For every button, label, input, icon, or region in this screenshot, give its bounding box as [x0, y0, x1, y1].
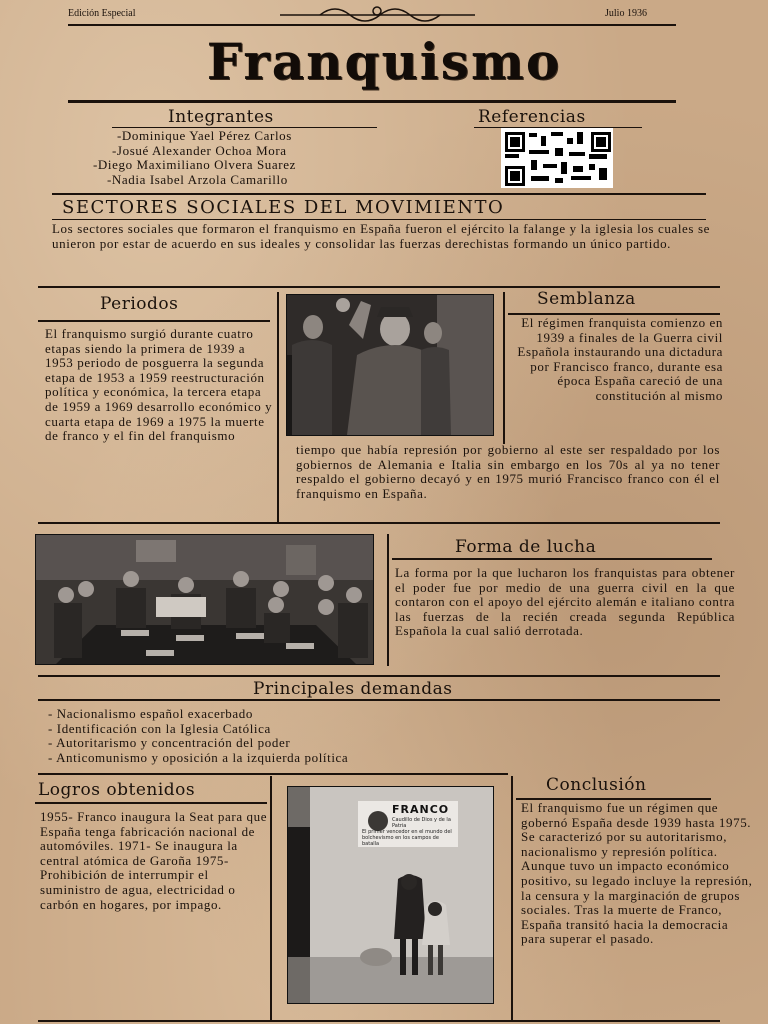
- periodos-rule: [38, 320, 270, 322]
- poster-line-1: Caudillo de Dios y de la Patria: [392, 817, 451, 829]
- integrantes-heading: Integrantes: [168, 107, 274, 127]
- conclusion-heading: Conclusión: [546, 775, 647, 795]
- sectores-heading-rule: [52, 219, 706, 220]
- demandas-heading: Principales demandas: [253, 679, 453, 699]
- sectores-heading: SECTORES SOCIALES DEL MOVIMIENTO: [62, 197, 505, 218]
- franco-meeting-photo: [35, 534, 374, 665]
- periodos-heading: Periodos: [100, 294, 179, 314]
- demanda-item: - Nacionalismo español exacerbado: [48, 707, 548, 722]
- page-title: Franquismo: [206, 32, 562, 91]
- logros-text: 1955- Franco inaugura la Seat para que España tenga fabricación nacional de automóviles. 1971- Se inaugura la central atómica de Garoña 1975- Prohibición de interrumpir el suministro de agua, electricidad o carbón en hogares, por impago.: [40, 809, 268, 912]
- semblanza-heading: Semblanza: [537, 289, 636, 309]
- franco-salute-photo: [286, 294, 494, 436]
- poster-line-2: El primer vencedor en el mundo del bolchevismo en los campos de batalla: [362, 829, 452, 847]
- edition-label: Edición Especial: [68, 8, 136, 19]
- forma-text: La forma por la que lucharon los franquistas para obtener el poder fue por medio de una guerra civil en la que contaron con el apoyo del ejército alemán e italiano contra las fuerzas de la recién creada segunda República Española la cual salió derrotada.: [395, 565, 735, 639]
- sectores-text: Los sectores sociales que formaron el franquismo en España fueron el ejército la falange y la iglesia los cuales se unieron por estar de acuerdo en sus ideales y consolidar las fuerzas derechistas formando un único partido.: [52, 221, 710, 251]
- demandas-top-rule: [38, 675, 720, 677]
- logros-vrule: [270, 776, 272, 1020]
- qr-code-icon[interactable]: [501, 128, 613, 188]
- logros-heading: Logros obtenidos: [38, 780, 196, 800]
- conclusion-text: El franquismo fue un régimen que gobernó España desde 1939 hasta 1975. Se caracterizó por su autoritarismo, nacionalismo y represión política. Aunque tuvo un impacto económico positivo, su legado incluye la represión, la censura y la marginación de grupos sociales. Tras la muerte de Franco, España transitó hacia la democracia para superar el pasado.: [521, 800, 753, 947]
- franco-poster-photo: [287, 786, 494, 1004]
- forma-rule: [392, 558, 712, 560]
- demandas-rule: [38, 699, 720, 701]
- conclusion-vrule: [511, 776, 513, 1020]
- demanda-item: - Anticomunismo y oposición a la izquierda política: [48, 751, 548, 766]
- forma-vrule: [387, 534, 389, 666]
- masthead-top-rule: [68, 24, 676, 26]
- demanda-item: - Autoritarismo y concentración del poder: [48, 736, 548, 751]
- masthead-bottom-rule: [68, 100, 676, 103]
- member-4: -Nadia Isabel Arzola Camarillo: [107, 172, 288, 187]
- poster-name: FRANCO: [392, 803, 450, 816]
- ornament-divider: [280, 2, 475, 22]
- demandas-bottom-rule: [38, 773, 508, 775]
- semblanza-text-bottom: tiempo que había represión por gobierno al este ser respaldado por los gobiernos de Alemania e Italia sin embargo en los 70s al ya no tener respaldo el gobierno decayó y en 1975 murió Francisco franco con él el franquismo en España.: [296, 442, 720, 501]
- semblanza-text-top: El régimen franquista comienzo en 1939 a finales de la Guerra civil Española instaurando una dictadura por Francisco franco, durante esa época España careció de una constitución al mismo: [517, 315, 723, 403]
- section-rule-1: [52, 193, 706, 195]
- date-label: Julio 1936: [605, 8, 647, 19]
- footer-rule: [38, 1020, 720, 1022]
- member-2: -Josué Alexander Ochoa Mora: [112, 143, 287, 158]
- section-rule-2: [38, 286, 720, 288]
- referencias-heading: Referencias: [478, 107, 586, 127]
- forma-heading: Forma de lucha: [455, 537, 597, 557]
- semblanza-vrule: [503, 292, 505, 444]
- logros-rule: [35, 802, 267, 804]
- member-3: -Diego Maximiliano Olvera Suarez: [93, 157, 296, 172]
- periodos-vrule: [277, 292, 279, 522]
- member-1: -Dominique Yael Pérez Carlos: [117, 128, 292, 143]
- periodos-text: El franquismo surgió durante cuatro etapas siendo la primera de 1939 a 1953 periodo de posguerra la segunda etapa de 1953 a 1959 reestructuración política y económica, la tercera etapa de 1959 a 1969 desarrollo económico y cuarta etapa de 1969 a 1975 la muerte de franco y el fin del franquismo: [45, 326, 273, 444]
- demanda-item: - Identificación con la Iglesia Católica: [48, 722, 548, 737]
- section-rule-3: [38, 522, 720, 524]
- demandas-list: [48, 707, 548, 765]
